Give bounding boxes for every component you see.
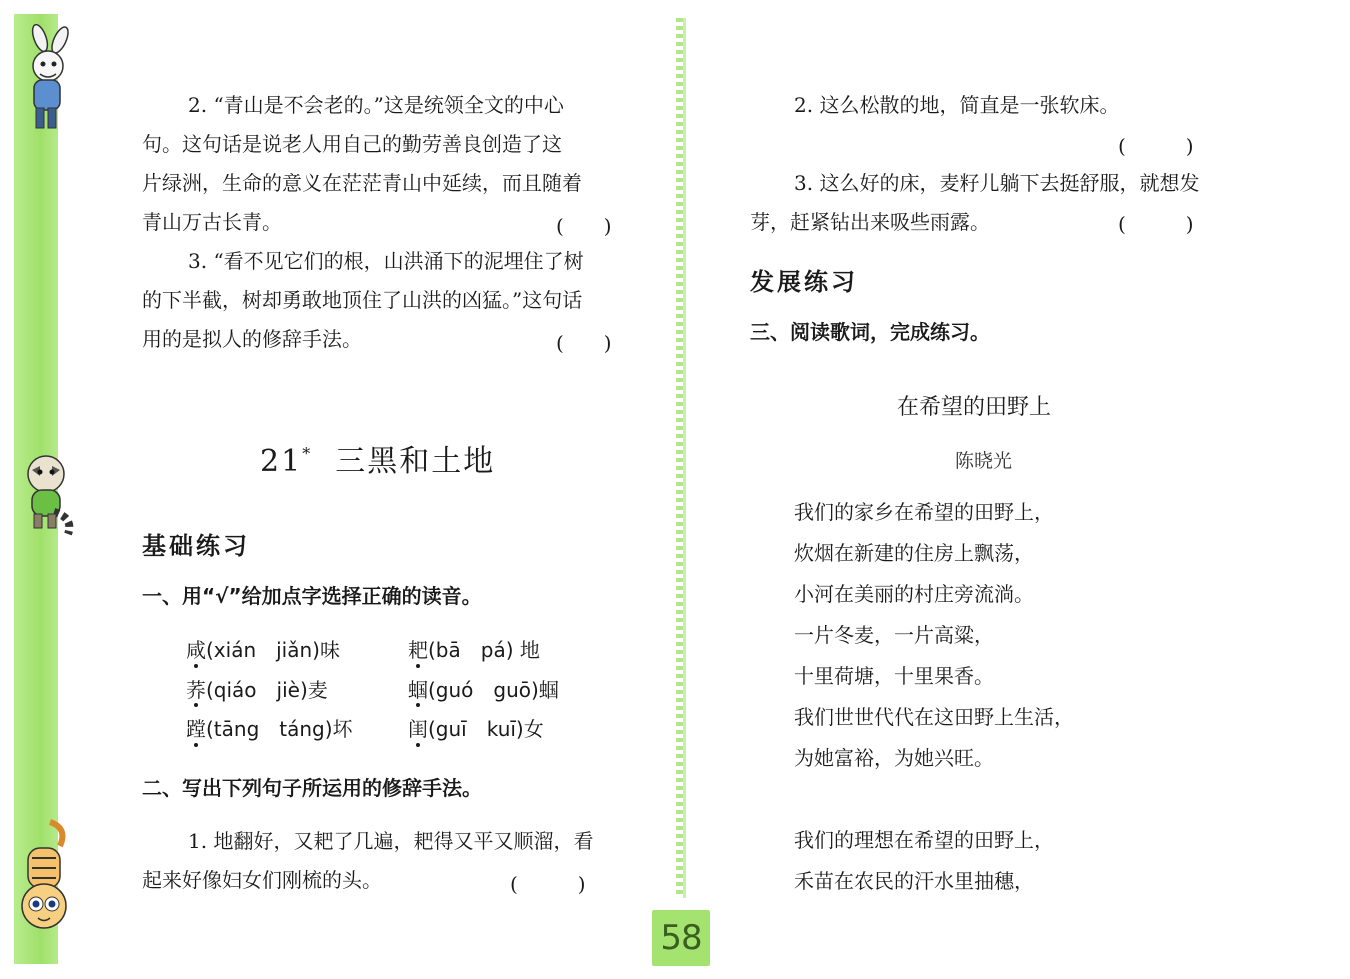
item-3-line-3: 用的是拟人的修辞手法。 (142, 327, 362, 351)
item-2-sentence: 2. 这么松散的地，简直是一张软床。 (794, 93, 1120, 117)
emphasis-dot (194, 664, 198, 668)
section-heading-development: 发展练习 (750, 268, 858, 296)
pinyin-item: 耙(bā pá) 地 (408, 638, 540, 662)
answer-blank[interactable]: ( ) (556, 214, 612, 238)
item-3-line-2: 芽，赶紧钻出来吸些雨露。 (750, 210, 990, 234)
item-3-line-1: 3. “看不见它们的根，山洪涌下的泥埋住了树 (188, 249, 584, 273)
item-2-line-4: 青山万古长青。 (142, 210, 282, 234)
answer-blank[interactable]: ( ) (1118, 134, 1194, 158)
emphasis-dot (416, 664, 420, 668)
question-1-heading: 一、用“√”给加点字选择正确的读音。 (142, 584, 482, 608)
pinyin-item: 蹚(tāng táng)坏 (186, 717, 353, 741)
lyric-line: 禾苗在农民的汗水里抽穗， (794, 869, 1034, 893)
lesson-title (260, 436, 495, 480)
lyric-line: 我们的家乡在希望的田野上， (794, 500, 1054, 524)
item-2-line-1: 2. “青山是不会老的。”这是统领全文的中心 (188, 93, 564, 117)
page-number: 58 (652, 910, 710, 966)
question-3-heading: 三、阅读歌词，完成练习。 (750, 320, 990, 344)
emphasis-dot (194, 743, 198, 747)
lyric-line: 小河在美丽的村庄旁流淌。 (794, 582, 1034, 606)
item-3-line-2: 的下半截，树却勇敢地顶住了山洪的凶猛。”这句话 (142, 288, 583, 312)
section-heading-basic: 基础练习 (142, 532, 250, 560)
item-2-line-3: 片绿洲，生命的意义在茫茫青山中延续，而且随着 (142, 171, 582, 195)
pinyin-item: 蝈(guó guō)蝈 (408, 678, 559, 702)
pinyin-item: 闺(guī kuī)女 (408, 717, 544, 741)
answer-blank[interactable]: ( ) (556, 331, 612, 355)
item-3-line-1: 3. 这么好的床，麦籽儿躺下去挺舒服，就想发 (794, 171, 1200, 195)
song-title: 在希望的田野上 (897, 395, 1052, 420)
raccoon-mascot-icon (10, 448, 82, 538)
lesson-number: 21 (260, 444, 303, 479)
item-1-line-1: 1. 地翻好，又耙了几遍，耙得又平又顺溜，看 (188, 829, 594, 853)
lesson-name: 三黑和土地 (335, 444, 496, 479)
lyric-line: 炊烟在新建的住房上飘荡， (794, 541, 1034, 565)
emphasis-dot (416, 743, 420, 747)
lyric-line: 我们世世代代在这田野上生活， (794, 705, 1074, 729)
rabbit-mascot-icon (10, 24, 80, 136)
item-2-line-2: 句。这句话是说老人用自己的勤劳善良创造了这 (142, 132, 562, 156)
lyric-line: 一片冬麦，一片高粱， (794, 623, 994, 647)
emphasis-dot (416, 703, 420, 707)
lyric-line: 十里荷塘，十里果香。 (794, 664, 994, 688)
pinyin-item: 咸(xián jiǎn)味 (186, 638, 340, 662)
pinyin-item: 荞(qiáo jiè)麦 (186, 678, 328, 702)
lyric-line: 为她富裕，为她兴旺。 (794, 746, 994, 770)
answer-blank[interactable]: ( ) (1118, 212, 1194, 236)
tiger-mascot-icon (10, 818, 82, 936)
page-divider-line (683, 18, 686, 898)
lyric-line: 我们的理想在希望的田野上， (794, 828, 1054, 852)
lesson-star: * (302, 444, 313, 463)
song-author: 陈晓光 (955, 450, 1013, 472)
item-1-line-2: 起来好像妇女们刚梳的头。 (142, 868, 382, 892)
question-2-heading: 二、写出下列句子所运用的修辞手法。 (142, 776, 482, 800)
emphasis-dot (194, 703, 198, 707)
answer-blank[interactable]: ( ) (510, 872, 586, 896)
